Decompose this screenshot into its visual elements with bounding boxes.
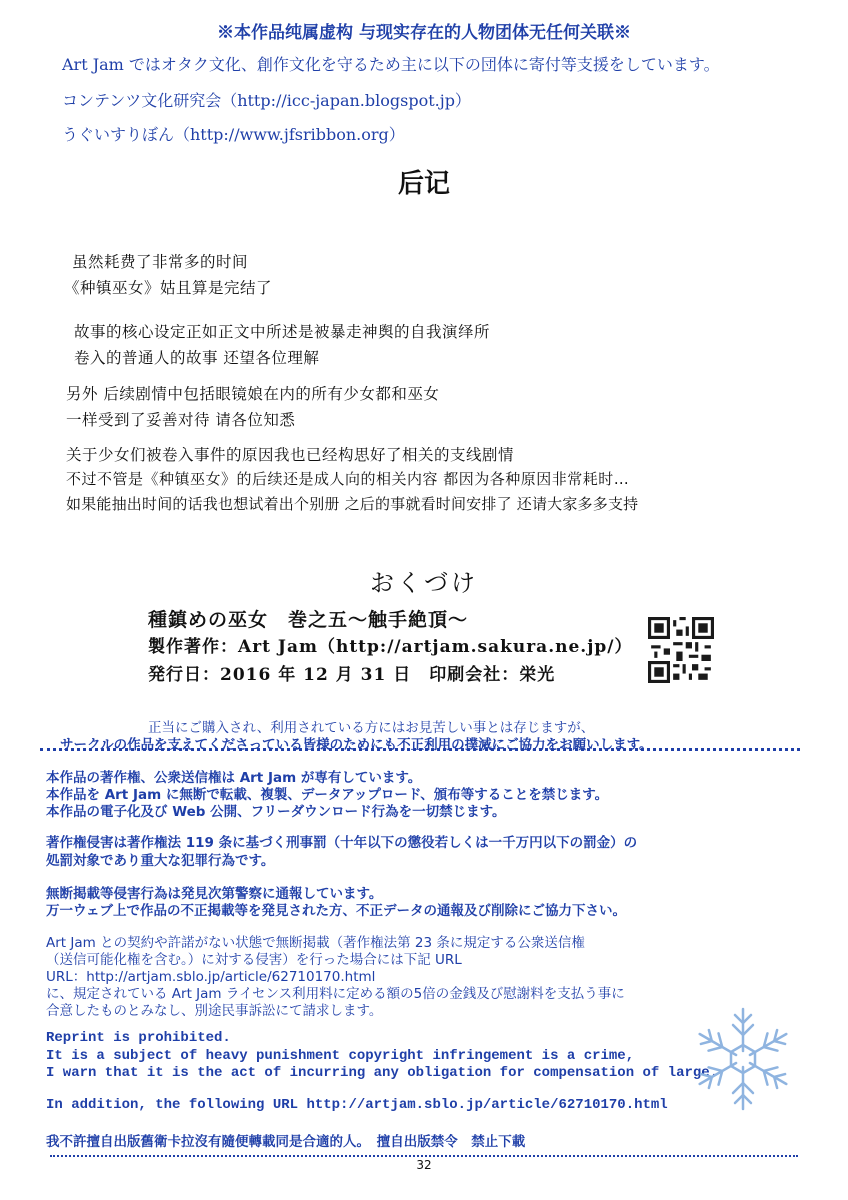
afterword-line: 《种镇巫女》姑且算是完结了 bbox=[64, 279, 273, 297]
notice-line: Art Jam との契約や許諾がない状態で無断掲載（著作権法第 23 条に規定する公衆送信権 bbox=[46, 935, 585, 951]
org-link-2[interactable]: うぐいすりぼん（http://www.jfsribbon.org） bbox=[62, 125, 405, 144]
footer-divider bbox=[50, 1155, 798, 1157]
page-number: 32 bbox=[416, 1158, 432, 1172]
english-notice-line: I warn that it is the act of incurring any obligation for compensation of large. bbox=[46, 1065, 719, 1081]
org-link-1[interactable]: コンテンツ文化研究会（http://icc-japan.blogspot.jp） bbox=[62, 91, 471, 110]
afterword-line: 卷入的普通人的故事 还望各位理解 bbox=[74, 349, 320, 367]
afterword-line: 一样受到了妥善对待 请各位知悉 bbox=[66, 411, 296, 429]
afterword-line: 不过不管是《种镇巫女》的后续还是成人向的相关内容 都因为各种原因非常耗时… bbox=[66, 470, 630, 488]
afterword-line: 如果能抽出时间的话我也想试着出个别册 之后的事就看时间安排了 还请大家多多支持 bbox=[66, 495, 639, 513]
notice-line: 処罰対象であり重大な犯罪行為です。 bbox=[46, 853, 275, 869]
afterword-line: 另外 后续剧情中包括眼镜娘在内的所有少女都和巫女 bbox=[66, 385, 440, 403]
notice-line: 著作権侵害は著作権法 119 条に基づく刑事罰（十年以下の懲役若しくは一千万円以下の罰金）の bbox=[46, 835, 638, 851]
afterword-line: 故事的核心设定正如正文中所述是被暴走神舆的自我演绎所 bbox=[74, 323, 491, 341]
notice-line: 本作品を Art Jam に無断で転載、複製、データアップロード、頒布等することを禁じます。 bbox=[46, 787, 609, 803]
colophon-date: 発行日：2016 年 12 月 31 日 印刷会社：栄光 bbox=[148, 665, 556, 685]
notice-line: （送信可能化権を含む。）に対する侵害）を行った場合には下記 URL bbox=[46, 952, 462, 968]
colophon-title: おくづけ bbox=[370, 569, 478, 597]
notice-line: 無断掲載等侵害行為は発見次第警察に通報しています。 bbox=[46, 886, 383, 902]
colophon-work-title: 種鎮めの巫女 巻之五～触手絶頂～ bbox=[148, 609, 469, 631]
colophon-author[interactable]: 製作著作：Art Jam（http://artjam.sakura.ne.jp/） bbox=[148, 637, 633, 657]
support-statement: Art Jam ではオタク文化、創作文化を守るため主に以下の団体に寄付等支援をしています。 bbox=[62, 55, 720, 74]
afterword-line: 虽然耗费了非常多的时间 bbox=[72, 253, 249, 271]
notice-line: に、規定されている Art Jam ライセンス利用料に定める額の5倍の金銭及び慰謝料を支払う事に bbox=[46, 986, 625, 1002]
afterword-line: 关于少女们被卷入事件的原因我也已经构思好了相关的支线剧情 bbox=[66, 446, 515, 464]
english-notice-url[interactable]: In addition, the following URL http://artjam.sblo.jp/article/62710170.html bbox=[46, 1097, 668, 1113]
notice-line: 本作品の電子化及び Web 公開、フリーダウンロード行為を一切禁じます。 bbox=[46, 804, 506, 820]
notice-url[interactable]: URL：http://artjam.sblo.jp/article/62710170.html bbox=[46, 969, 376, 985]
chinese-footer-notice: 我不許擅自出版舊衛卡拉沒有隨便轉載同是合適的人。 擅自出版禁令 禁止下載 bbox=[46, 1134, 526, 1150]
fiction-disclaimer: ※本作品纯属虚构 与现实存在的人物团体无任何关联※ bbox=[217, 23, 631, 43]
notice-line: 万一ウェブ上で作品の不正掲載等を発見された方、不正データの通報及び削除にご協力下さい。 bbox=[46, 903, 626, 919]
qr-code-icon bbox=[648, 617, 714, 683]
notice-line: 正当にご購入され、利用されている方にはお見苦しい事とは存じますが、 bbox=[148, 720, 595, 736]
notice-line: 本作品の著作権、公衆送信権は Art Jam が専有しています。 bbox=[46, 770, 422, 786]
snowflake-logo-icon bbox=[688, 1004, 798, 1114]
notice-line: 合意したものとみなし、別途民事訴訟にて請求します。 bbox=[46, 1003, 383, 1019]
afterword-title: 后记 bbox=[397, 169, 450, 199]
english-notice-line: Reprint is prohibited. bbox=[46, 1030, 231, 1046]
notice-line: サークルの作品を支えてくださっている皆様のためにも不正利用の撲滅にご協力をお願いします。 bbox=[60, 737, 653, 753]
english-notice-line: It is a subject of heavy punishment copyright infringement is a crime, bbox=[46, 1048, 635, 1064]
